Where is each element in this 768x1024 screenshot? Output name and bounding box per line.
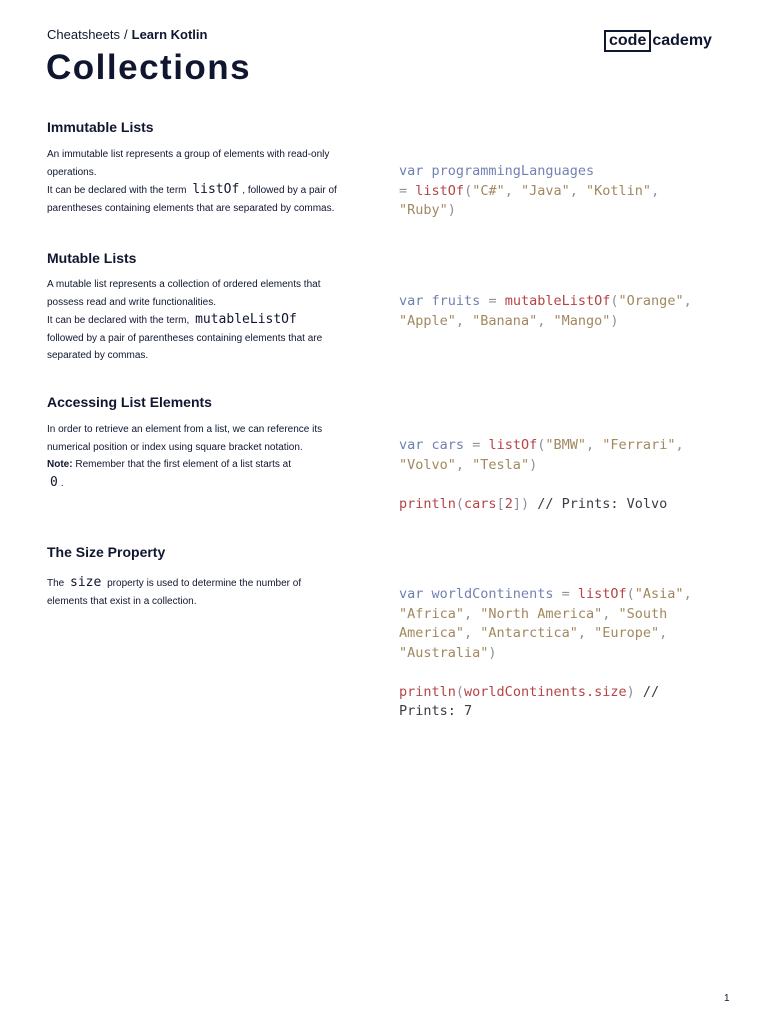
code-variable: cars — [431, 437, 465, 453]
code-operator: = — [488, 293, 497, 309]
code-comment: Prints: 7 — [399, 703, 473, 719]
code-function: mutableListOf — [504, 293, 611, 309]
description-paragraph: An immutable list represents a group of elements with read-only operations. — [47, 149, 330, 178]
code-variable: programmingLanguages — [431, 163, 595, 179]
text: . — [60, 477, 64, 489]
code-keyword: var — [399, 586, 424, 602]
code-comment: // Prints: Volvo — [537, 495, 668, 512]
code-block-accessing-list-elements: var cars = listOf("BMW", "Ferrari", "Volvo", "Tesla") println(cars[2]) // Prints: Volvo — [399, 437, 684, 512]
code-string: "Europe" — [594, 625, 660, 641]
code-string: "Mango" — [553, 312, 611, 329]
breadcrumb-separator: / — [124, 27, 128, 42]
breadcrumb-root-link[interactable]: Cheatsheets — [47, 27, 120, 42]
code-argument: cars — [464, 495, 497, 512]
text: It can be declared with the term — [47, 185, 187, 196]
section-description-size-property — [47, 574, 337, 610]
code-bracket: ] — [512, 495, 521, 512]
code-function: println — [399, 495, 456, 512]
code-function: listOf — [577, 586, 627, 602]
page-number: 1 — [724, 993, 730, 1004]
code-operator: = — [399, 182, 408, 199]
description-paragraph — [47, 456, 337, 492]
note-label: Note: — [47, 459, 73, 470]
code-paren: ) — [488, 644, 497, 661]
code-string: "Ruby" — [399, 202, 448, 218]
code-string: "C#" — [472, 182, 505, 199]
code-block-immutable-lists: var programmingLanguages = listOf("C#", "Java", "Kotlin", "Ruby") — [399, 163, 660, 218]
code-keyword: var — [399, 437, 424, 453]
code-function: listOf — [415, 182, 465, 199]
code-paren: ( — [610, 293, 619, 309]
section-title-accessing-list-elements: Accessing List Elements — [47, 394, 212, 410]
code-argument: worldContinents.size — [464, 683, 627, 700]
code-string: "Volvo" — [399, 456, 456, 473]
code-string: "Australia" — [399, 644, 489, 661]
code-string: "Asia" — [634, 586, 684, 602]
code-string: "Kotlin" — [586, 182, 652, 199]
page-title: Collections — [46, 48, 252, 87]
code-block-mutable-lists: var fruits = mutableListOf("Orange", "Apple", "Banana", "Mango") — [399, 293, 692, 329]
code-string: "Ferrari" — [602, 437, 676, 453]
code-bracket: [ — [496, 495, 505, 512]
text: It can be declared with the term, — [47, 315, 190, 326]
logo-code-box: code — [604, 30, 651, 52]
breadcrumb-current[interactable]: Learn Kotlin — [131, 27, 208, 42]
text: property is used to determine the number of elements that exist in a collection. — [47, 578, 302, 607]
description-paragraph: A mutable list represents a collection of ordered elements that possess read and write functionalities. — [47, 279, 321, 308]
inline-code: size — [70, 575, 102, 590]
code-paren: ( — [626, 586, 635, 602]
section-title-immutable-lists: Immutable Lists — [47, 119, 154, 135]
code-variable: worldContinents — [431, 586, 554, 602]
code-string: "Orange" — [618, 293, 684, 309]
code-string: "South America" — [399, 605, 676, 641]
code-variable: fruits — [431, 293, 481, 309]
logo-text: cademy — [652, 32, 712, 49]
description-paragraph — [47, 574, 337, 610]
codecademy-logo[interactable] — [604, 30, 712, 52]
description-paragraph: In order to retrieve an element from a list, we can reference its numerical position or index using square bracket notation. — [47, 424, 323, 453]
code-string: "Banana" — [472, 312, 538, 329]
code-string: "Java" — [520, 182, 570, 199]
code-string: "Antarctica" — [480, 625, 578, 641]
text: followed by a pair of parentheses containing elements that are separated by commas. — [47, 332, 323, 361]
code-operator: = — [472, 437, 481, 453]
breadcrumb — [47, 27, 207, 42]
text: The — [47, 578, 65, 589]
section-description-accessing-list-elements — [47, 421, 337, 492]
text: Remember that the first element of a list starts at — [75, 459, 291, 470]
code-paren: ) — [529, 456, 538, 473]
code-comment: // — [642, 683, 660, 700]
code-paren: ) — [610, 312, 619, 329]
inline-code: listOf — [192, 182, 240, 197]
code-string: "Tesla" — [472, 456, 530, 473]
code-operator: = — [561, 586, 570, 602]
code-string: "North America" — [480, 605, 603, 622]
code-keyword: var — [399, 293, 424, 309]
code-string: "BMW" — [545, 437, 587, 453]
code-string: "Africa" — [399, 605, 465, 622]
text: , followed by a pair of parentheses containing elements that are separated by commas. — [47, 185, 337, 214]
code-paren: ) — [447, 202, 456, 218]
section-description-mutable-lists — [47, 276, 337, 365]
code-paren: ( — [537, 437, 546, 453]
code-string: "Apple" — [399, 312, 456, 329]
inline-code: mutableListOf — [195, 312, 297, 327]
description-paragraph — [47, 311, 337, 365]
code-paren: ( — [464, 182, 473, 199]
section-title-mutable-lists: Mutable Lists — [47, 250, 137, 266]
section-description-immutable-lists — [47, 146, 337, 217]
code-function: listOf — [488, 437, 538, 453]
inline-code: 0 — [50, 474, 58, 490]
code-block-size-property: var worldContinents = listOf("Asia", "Africa", "North America", "South America", "Antarctica", "Europe", "Australia") println(worldContinents.size) // Prints: 7 — [399, 586, 692, 719]
code-function: println — [399, 683, 456, 700]
code-index: 2 — [504, 495, 513, 512]
code-keyword: var — [399, 163, 424, 179]
description-paragraph — [47, 181, 337, 217]
section-title-size-property: The Size Property — [47, 544, 166, 560]
